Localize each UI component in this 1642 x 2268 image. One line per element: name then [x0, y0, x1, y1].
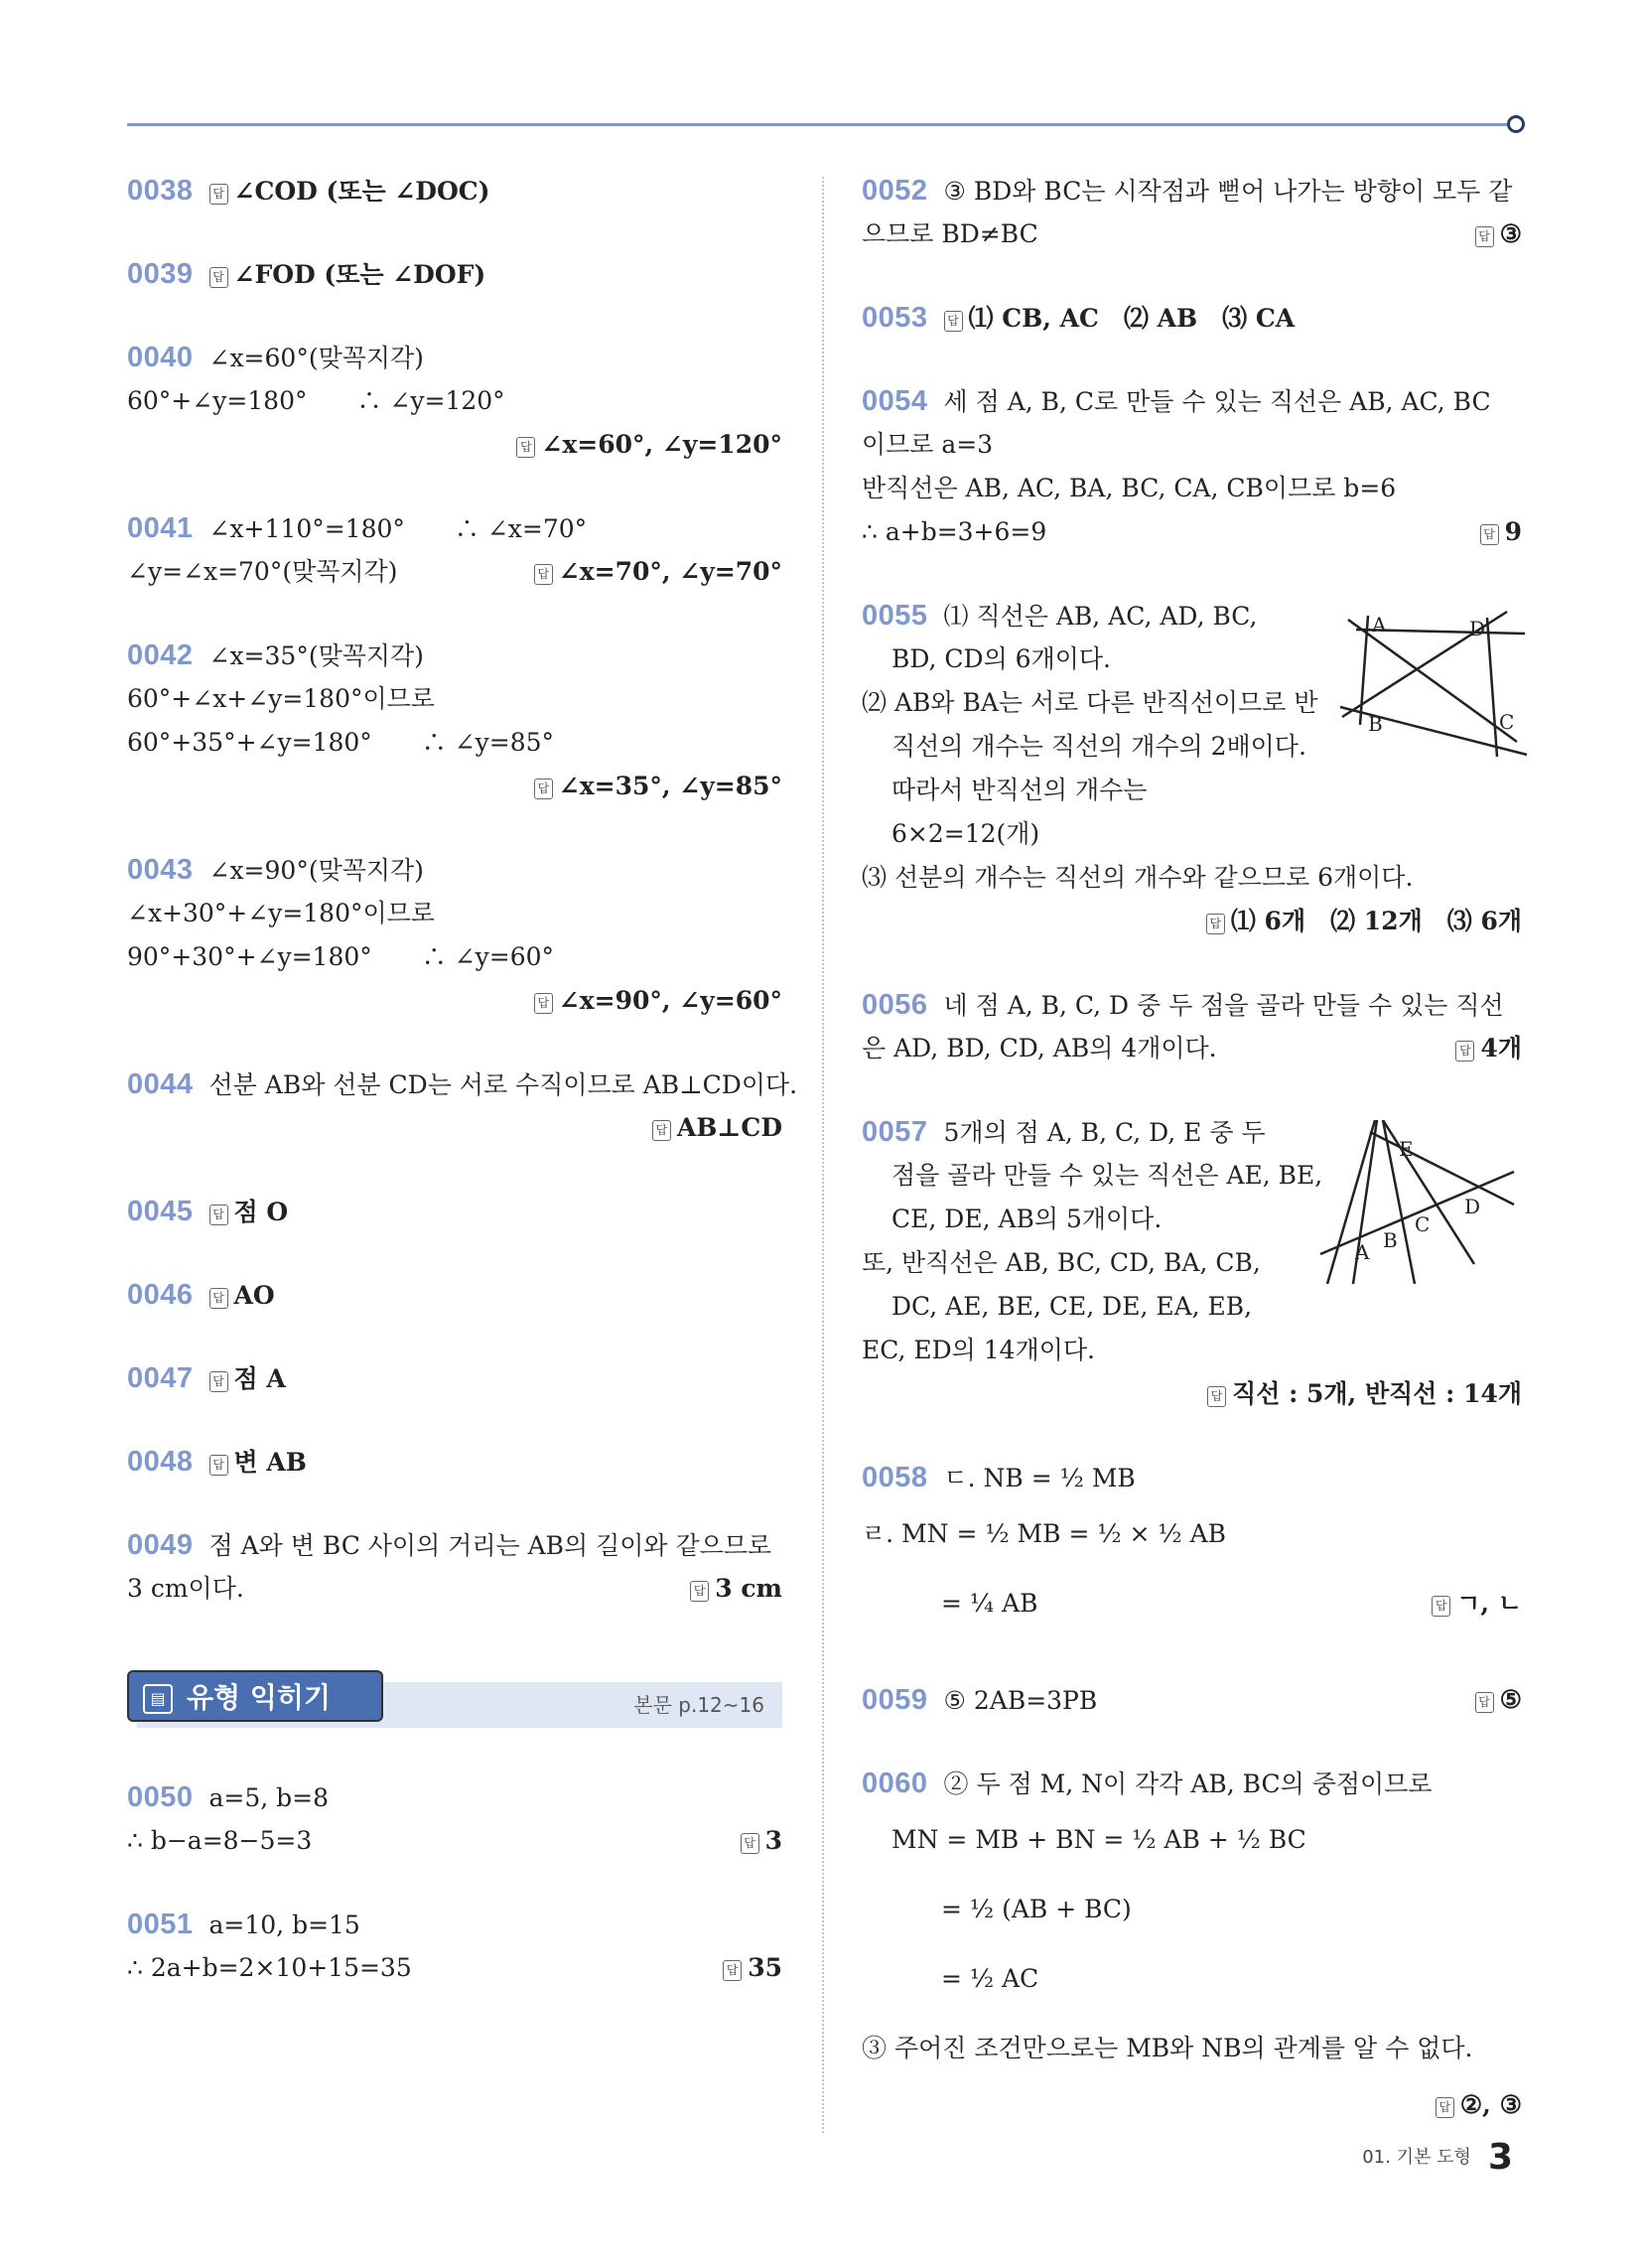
problem-text: 네 점 A, B, C, D 중 두 점을 골라 만들 수 있는 직선: [943, 991, 1504, 1020]
problem-text: 점 A와 변 BC 사이의 거리는 AB의 길이와 같으므로: [208, 1531, 772, 1560]
answer-text: ⑤: [1499, 1685, 1522, 1714]
problem-text: a=10, b=15: [208, 1911, 360, 1939]
answer-text: ③: [1499, 219, 1522, 248]
problem-0059: [862, 1678, 1522, 1722]
problem-line: [127, 336, 782, 379]
answer: [209, 1281, 275, 1310]
problem-text: ∠x+30°+∠y=180°이므로: [127, 899, 435, 927]
answer-line: [127, 423, 782, 467]
answer-mark-icon: 답: [534, 993, 553, 1014]
problem-text: 은 AD, BD, CD, AB의 4개이다.: [862, 1034, 1217, 1063]
problem-number: 0051: [127, 1909, 194, 1940]
problem-0042: [127, 634, 782, 808]
problem-line: [127, 1819, 782, 1863]
answer: [741, 1819, 782, 1863]
answer: [723, 1946, 782, 1990]
problem-number: 0050: [127, 1781, 194, 1813]
problem-line: [127, 1946, 782, 1990]
problem-number: 0052: [862, 175, 928, 207]
problem-line: [862, 1805, 1522, 1875]
answer-text: 점 O: [233, 1198, 289, 1226]
answer-mark-icon: 답: [1480, 524, 1499, 545]
problem-line: [127, 169, 782, 213]
problem-text: ∠x+110°=180° ∴ ∠x=70°: [208, 514, 588, 543]
answer: [1480, 510, 1522, 554]
problem-line: [862, 1762, 1522, 1805]
problem-text: 따라서 반직선의 개수는: [891, 776, 1148, 804]
problem-0039: [127, 252, 782, 296]
problem-text: 60°+∠y=180° ∴ ∠y=120°: [127, 386, 505, 415]
fig55-label: C: [1499, 710, 1515, 734]
answer-mark-icon: 답: [209, 1455, 228, 1476]
problem-number: 0042: [127, 639, 194, 671]
problem-text: BD, CD의 6개이다.: [891, 644, 1111, 673]
answer-text: 4개: [1480, 1034, 1522, 1063]
left-column: [127, 169, 798, 2030]
problem-0041: [127, 506, 782, 594]
problem-number: 0057: [862, 1116, 928, 1148]
answer-text: ∠COD (또는 ∠DOC): [233, 177, 490, 206]
problem-text: CE, DE, AB의 5개이다.: [891, 1205, 1163, 1233]
problem-text: ∴ b−a=8−5=3: [127, 1826, 313, 1855]
answer-text: ⑴ CB, AC ⑵ AB ⑶ CA: [968, 304, 1296, 333]
answer-text: 3: [764, 1826, 782, 1855]
fig57-label: C: [1415, 1212, 1431, 1236]
answer-text: ②, ③: [1459, 2090, 1522, 2119]
answer-text: 35: [748, 1953, 782, 1982]
problem-number: 0049: [127, 1529, 194, 1561]
problem-line: [127, 506, 782, 550]
answer: [209, 1448, 307, 1477]
problem-text: 5개의 점 A, B, C, D, E 중 두: [943, 1118, 1266, 1147]
answer-text: ∠x=70°, ∠y=70°: [558, 557, 782, 586]
problem-line: [127, 1775, 782, 1819]
problem-number: 0059: [862, 1684, 928, 1716]
problem-text: = ½ AC: [941, 1964, 1039, 1993]
problem-0053: [862, 296, 1522, 340]
answer: [690, 1567, 782, 1611]
answer-mark-icon: 답: [723, 1960, 742, 1981]
answer-mark-icon: 답: [516, 437, 535, 458]
page-footer: [1362, 2137, 1513, 2178]
fig57-label: D: [1464, 1195, 1481, 1218]
problem-number: 0058: [862, 1462, 928, 1493]
problem-line: [862, 169, 1522, 213]
answer-mark-icon: 답: [1455, 1041, 1474, 1062]
fig57-label: B: [1383, 1228, 1398, 1252]
answer-mark-icon: 답: [209, 184, 228, 205]
problem-number: 0048: [127, 1446, 194, 1478]
problem-number: 0045: [127, 1196, 194, 1227]
problem-number: 0047: [127, 1362, 194, 1394]
answer: [209, 177, 490, 206]
answer-text: ㄱ, ㄴ: [1456, 1589, 1522, 1618]
problem-number: 0043: [127, 854, 194, 886]
problem-line: [127, 677, 782, 721]
banner-title: 유형 익히기: [187, 1681, 331, 1714]
answer-mark-icon: 답: [1475, 1692, 1494, 1713]
answer: [1475, 1678, 1522, 1722]
problem-text: ③ BD와 BC는 시작점과 뻗어 나가는 방향이 모두 같: [943, 177, 1513, 206]
answer-text: 점 A: [233, 1364, 286, 1393]
problem-number: 0038: [127, 175, 194, 207]
problem-text: ⑶ 선분의 개수는 직선의 개수와 같으므로 6개이다.: [862, 863, 1414, 892]
problem-line: [127, 892, 782, 935]
problem-0040: [127, 336, 782, 467]
problem-0050: [127, 1775, 782, 1863]
problem-line: [862, 769, 1522, 812]
problem-text: 3 cm이다.: [127, 1574, 244, 1603]
problem-line: [862, 1678, 1522, 1722]
problem-line: [127, 1523, 782, 1567]
answer-mark-icon: 답: [534, 564, 553, 585]
problem-text: ∴ a+b=3+6=9: [862, 517, 1047, 546]
problem-0047: [127, 1356, 782, 1400]
section-title: 01. 기본 도형: [1362, 2147, 1471, 2168]
problem-text: ⑤ 2AB=3PB: [943, 1686, 1098, 1715]
problem-text: 세 점 A, B, C로 만들 수 있는 직선은 AB, AC, BC: [943, 387, 1491, 416]
problem-text: 또, 반직선은 AB, BC, CD, BA, CB,: [862, 1248, 1261, 1277]
answer-text: AB⊥CD: [676, 1113, 782, 1142]
problem-line: [862, 812, 1522, 856]
problem-line: [862, 510, 1522, 554]
problem-line: [127, 848, 782, 892]
answer-mark-icon: 답: [534, 779, 553, 799]
problem-0046: [127, 1273, 782, 1317]
answer: [1455, 1027, 1522, 1070]
problem-line: [127, 935, 782, 979]
problem-text: DC, AE, BE, CE, DE, EA, EB,: [891, 1292, 1253, 1321]
answer-mark-icon: 답: [1207, 1386, 1226, 1407]
answer-text: ⑴ 6개 ⑵ 12개 ⑶ 6개: [1230, 907, 1522, 935]
answer-line: [862, 2083, 1522, 2127]
problem-line: [862, 1569, 1522, 1638]
problem-text: 으므로 BD≠BC: [862, 219, 1038, 248]
problem-number: 0041: [127, 512, 194, 544]
problem-line: [127, 1903, 782, 1946]
problem-text: ∠x=35°(맞꼭지각): [208, 641, 424, 670]
problem-line: [862, 1875, 1522, 1944]
section-banner: [127, 1670, 782, 1726]
problem-0056: [862, 983, 1522, 1070]
answer-line: [862, 1372, 1522, 1416]
problem-text: ∠x=60°(맞꼭지각): [208, 344, 424, 372]
answer: [209, 1364, 286, 1393]
problem-number: 0054: [862, 385, 928, 417]
problem-number: 0039: [127, 258, 194, 290]
problem-text: ∠y=∠x=70°(맞꼭지각): [127, 557, 398, 586]
problem-text: 직선의 개수는 직선의 개수의 2배이다.: [891, 732, 1306, 761]
problem-line: [862, 856, 1522, 900]
problem-text: 반직선은 AB, AC, BA, BC, CA, CB이므로 b=6: [862, 474, 1397, 502]
problem-number: 0053: [862, 302, 928, 334]
problem-number: 0056: [862, 989, 928, 1021]
problem-line: [862, 983, 1522, 1027]
banner-tag: [127, 1670, 383, 1722]
answer-mark-icon: 답: [209, 1371, 228, 1392]
problem-text: ② 두 점 M, N이 각각 AB, BC의 중점이므로: [943, 1770, 1433, 1798]
problem-text: = ¼ AB: [941, 1589, 1038, 1618]
problem-line: [127, 1356, 782, 1400]
problem-text: 60°+35°+∠y=180° ∴ ∠y=85°: [127, 728, 555, 757]
problem-line: [127, 379, 782, 423]
page-number: 3: [1487, 2137, 1513, 2178]
figure-0057: [1315, 1120, 1519, 1284]
problem-number: 0044: [127, 1068, 194, 1100]
problem-0048: [127, 1440, 782, 1484]
problem-0045: [127, 1190, 782, 1233]
problem-text: ③ 주어진 조건만으로는 MB와 NB의 관계를 알 수 없다.: [862, 2034, 1473, 2062]
answer-text: ∠x=35°, ∠y=85°: [558, 772, 782, 800]
problem-0044: [127, 1063, 798, 1150]
problem-0049: [127, 1523, 782, 1611]
problem-text: ㄹ. MN = ½ MB = ½ × ½ AB: [862, 1519, 1227, 1548]
answer-mark-icon: 답: [1206, 914, 1225, 934]
column-divider: [822, 177, 824, 2133]
problem-line: [862, 423, 1522, 467]
notebook-icon: ▤: [143, 1684, 173, 1714]
answer-mark-icon: 답: [209, 1288, 228, 1309]
problem-line: [862, 1027, 1522, 1070]
answer-mark-icon: 답: [741, 1833, 759, 1854]
problem-text: 이므로 a=3: [862, 430, 994, 459]
problem-line: [127, 1190, 782, 1233]
problem-line: [862, 1499, 1522, 1569]
problem-text: ∠x=90°(맞꼭지각): [208, 856, 424, 885]
answer-mark-icon: 답: [690, 1581, 709, 1602]
problem-text: EC, ED의 14개이다.: [862, 1336, 1095, 1364]
problem-text: = ½ (AB + BC): [941, 1895, 1132, 1923]
fig55-label: A: [1372, 613, 1387, 637]
fig55-label: B: [1368, 712, 1383, 736]
problem-number: 0046: [127, 1279, 194, 1311]
problem-text: 60°+∠x+∠y=180°이므로: [127, 684, 435, 713]
problem-line: [127, 721, 782, 765]
answer-text: 3 cm: [715, 1574, 782, 1603]
answer: [944, 304, 1296, 333]
answer-mark-icon: 답: [209, 267, 228, 288]
problem-line: [862, 1329, 1522, 1372]
problem-line: [127, 634, 782, 677]
problem-text: ∴ 2a+b=2×10+15=35: [127, 1953, 412, 1982]
banner-ref: 본문 p.12~16: [633, 1693, 764, 1717]
problem-line: [862, 1285, 1522, 1329]
fig57-label: E: [1399, 1137, 1414, 1161]
answer-text: AO: [233, 1281, 275, 1310]
answer: [1475, 213, 1522, 256]
problem-0038: [127, 169, 782, 213]
answer: [534, 550, 782, 594]
answer-text: 변 AB: [233, 1448, 307, 1477]
problem-line: [862, 379, 1522, 423]
problem-text: 6×2=12(개): [891, 819, 1040, 848]
fig55-label: D: [1469, 617, 1486, 640]
answer-mark-icon: 답: [1432, 1596, 1450, 1617]
problem-0043: [127, 848, 782, 1023]
problem-line: [862, 1944, 1522, 2014]
problem-text: 점을 골라 만들 수 있는 직선은 AE, BE,: [891, 1161, 1323, 1190]
problem-line: [862, 213, 1522, 256]
answer-line: [862, 900, 1522, 943]
answer-mark-icon: 답: [1475, 226, 1494, 247]
problem-line: [862, 2014, 1522, 2083]
answer-text: ∠x=60°, ∠y=120°: [541, 430, 782, 459]
answer-text: ∠FOD (또는 ∠DOF): [233, 260, 486, 289]
problem-line: [127, 1440, 782, 1484]
answer-text: 직선 : 5개, 반직선 : 14개: [1232, 1379, 1522, 1408]
problem-text: a=5, b=8: [208, 1783, 330, 1812]
problem-text: 선분 AB와 선분 CD는 서로 수직이므로 AB⊥CD이다.: [208, 1070, 798, 1099]
problem-0051: [127, 1903, 782, 1990]
problem-line: [127, 1063, 798, 1106]
answer: [1432, 1569, 1522, 1638]
answer: [209, 1198, 289, 1226]
problem-line: [127, 1567, 782, 1611]
problem-text: ⑵ AB와 BA는 서로 다른 반직선이므로 반: [862, 688, 1318, 717]
answer: [209, 260, 486, 289]
problem-line: [127, 252, 782, 296]
figure-0055: [1338, 608, 1537, 757]
problem-line: [127, 550, 782, 594]
fig57-label: A: [1355, 1240, 1370, 1264]
problem-number: 0040: [127, 342, 194, 373]
answer-mark-icon: 답: [652, 1120, 671, 1141]
answer-line: [127, 1106, 782, 1150]
problem-0054: [862, 379, 1522, 554]
answer-text: ∠x=90°, ∠y=60°: [558, 986, 782, 1015]
problem-text: ⑴ 직선은 AB, AC, AD, BC,: [943, 602, 1258, 631]
answer-mark-icon: 답: [944, 311, 963, 332]
problem-line: [862, 1456, 1522, 1499]
answer-line: [127, 979, 782, 1023]
answer-mark-icon: 답: [1436, 2097, 1454, 2118]
problem-0058: [862, 1456, 1522, 1638]
answer-text: 9: [1504, 517, 1522, 546]
problem-text: ㄷ. NB = ½ MB: [943, 1464, 1136, 1492]
problem-line: [862, 296, 1522, 340]
problem-number: 0055: [862, 600, 928, 632]
answer-mark-icon: 답: [209, 1205, 228, 1225]
top-rule-dot: [1507, 115, 1525, 133]
top-rule: [127, 123, 1517, 126]
problem-line: [127, 1273, 782, 1317]
problem-text: 90°+30°+∠y=180° ∴ ∠y=60°: [127, 942, 555, 971]
problem-0060: [862, 1762, 1522, 2127]
problem-0052: [862, 169, 1522, 256]
problem-number: 0060: [862, 1768, 928, 1799]
problem-line: [862, 467, 1522, 510]
problem-text: MN = MB + BN = ½ AB + ½ BC: [891, 1825, 1306, 1854]
answer-line: [127, 765, 782, 808]
